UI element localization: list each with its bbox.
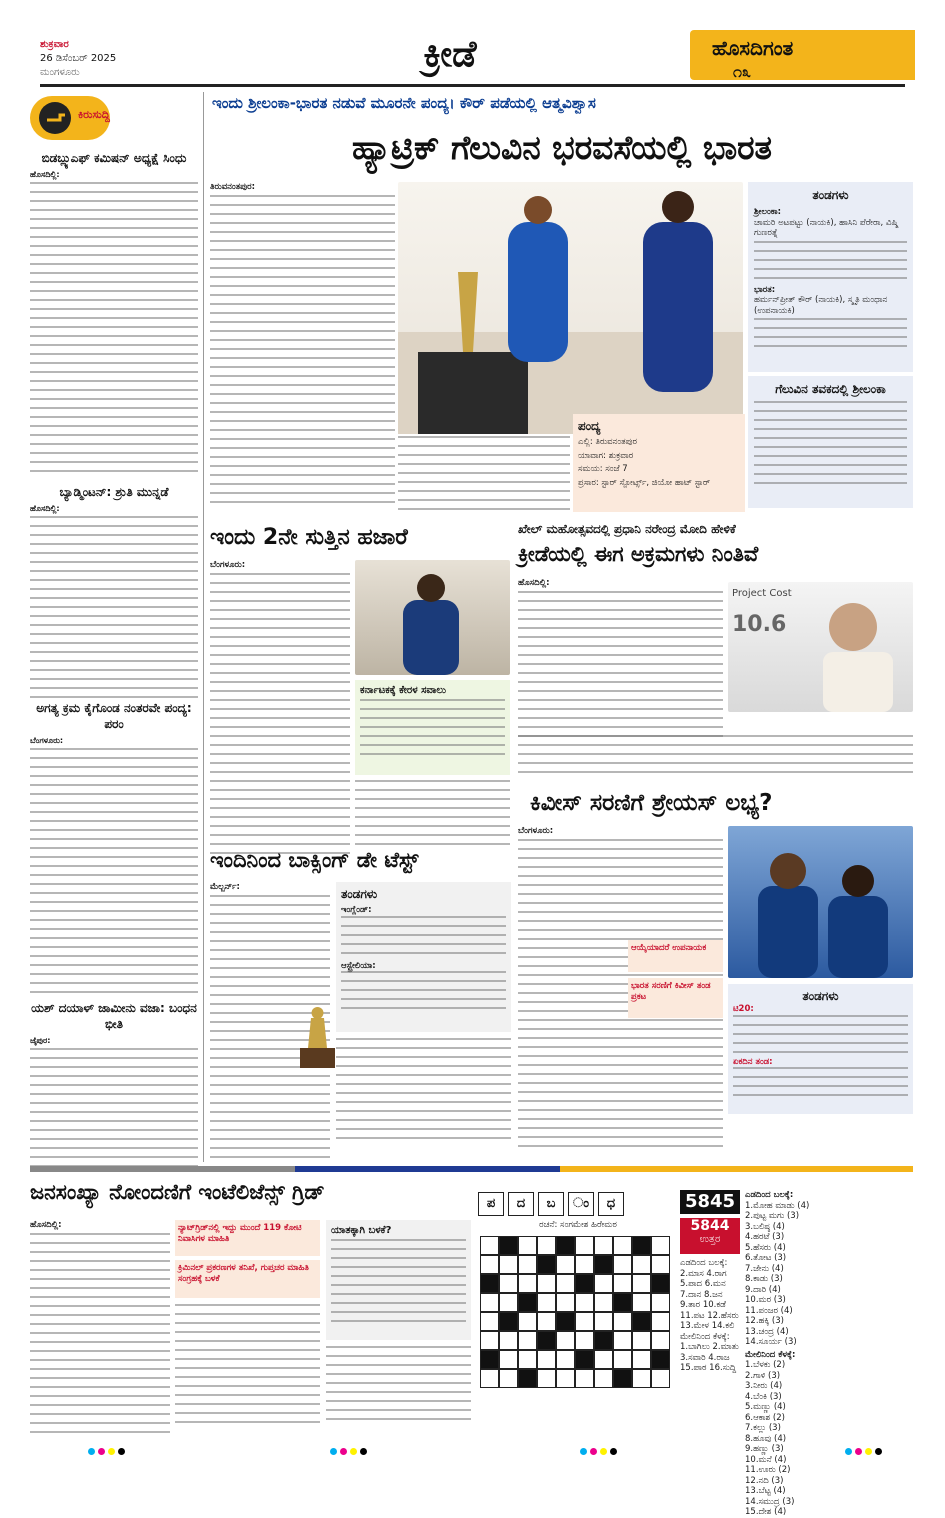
crossword-cell[interactable]	[632, 1293, 651, 1312]
answer-line: 13.ಮೇಳ 14.ಕಲಿ	[680, 1321, 735, 1331]
crossword-block	[556, 1236, 575, 1255]
census-dateline: ಹೊಸದಿಲ್ಲಿ:	[30, 1220, 62, 1230]
crossword-title-bar	[478, 1192, 678, 1216]
down-clue: 13.ಬೆಟ್ಟ (4)	[745, 1486, 786, 1496]
crossword-answer-label: ಉತ್ತರ	[699, 1234, 721, 1245]
crossword-cell[interactable]	[518, 1236, 537, 1255]
across-clue: 4.ಹರಟೆ (3)	[745, 1232, 785, 1242]
across-clue: 6.ತೋಟ (3)	[745, 1253, 787, 1263]
sl-box-title: ಗೆಲುವಿನ ತವಕದಲ್ಲಿ ಶ್ರೀಲಂಕಾ	[775, 382, 886, 396]
section-color-strip	[30, 1166, 913, 1172]
crossword-cell[interactable]	[480, 1331, 499, 1350]
down-clue: 2.ಗಾಳಿ (3)	[745, 1370, 781, 1381]
census-highlight-2-text: ಕ್ರಿಮಿನಲ್ ಪ್ರಕರಣಗಳ ತನಿಖೆ, ಗುಪ್ತಚರ ಮಾಹಿತಿ ಸಂಗ್ರಹಕ್ಕೆ ಬಳಕೆ	[178, 1263, 309, 1284]
pointing-hand-icon	[38, 101, 72, 135]
match-box-title: ಪಂದ್ಯ	[578, 419, 601, 433]
crossword-cell[interactable]	[556, 1331, 575, 1350]
answer-line: 9.ತಾರ 10.ಕಡೆ	[680, 1300, 726, 1310]
crossword-cell[interactable]	[518, 1274, 537, 1293]
down-clue: 8.ಹೂವು (4)	[745, 1433, 787, 1444]
sl-box-body	[754, 401, 907, 493]
ashes-teams-box	[336, 882, 511, 1032]
match-info-2: ಯಾವಾಗ: ಶುಕ್ರವಾರ	[578, 450, 634, 461]
down-clue: 10.ಮನೆ (4)	[745, 1454, 787, 1465]
sidebar-heading: ಅಗತ್ಯ ಕ್ರಮ ಕೈಗೊಂಡ ನಂತರವೇ ಪಂದ್ಯ: ಪರಂ	[36, 701, 192, 731]
down-clue: 6.ಆಕಾಶ (2)	[745, 1412, 785, 1423]
crossword-cell[interactable]	[651, 1255, 670, 1274]
answer-line: 5.ಪಾದ 6.ಮನ	[680, 1279, 726, 1289]
sidebar-body	[30, 1048, 198, 1178]
census-headline: ಜನಸಂಖ್ಯಾ ನೋಂದಣಿಗೆ ಇಂಟೆಲಿಜೆನ್ಸ್ ಗ್ರಿಡ್	[30, 1180, 325, 1204]
crossword-cell[interactable]	[518, 1312, 537, 1331]
across-clue: 1.ಮೋಹ ಮಾಡು (4)	[745, 1200, 810, 1211]
match-info-3: ಸಮಯ: ಸಂಜೆ 7	[578, 464, 628, 474]
crossword-cell[interactable]	[594, 1350, 613, 1369]
crossword-cell[interactable]	[537, 1293, 556, 1312]
crossword-compiler: ರಚನೆ: ಸಂಗಮೇಶ ಹಿರೇಮಠ	[539, 1220, 617, 1230]
down-clue: 3.ನೀರು (4)	[745, 1381, 783, 1391]
down-clue: 15.ದೇಶ (4)	[745, 1507, 787, 1517]
lead-body	[210, 195, 395, 515]
down-clues	[745, 1360, 913, 1518]
lead-photo	[398, 182, 743, 434]
crossword-cell[interactable]	[537, 1312, 556, 1331]
modi-kicker: ಖೇಲ್ ಮಹೋತ್ಸವದಲ್ಲಿ ಪ್ರಧಾನಿ ನರೇಂದ್ರ ಮೋದಿ ಹೇಳಿಕೆ	[518, 522, 736, 536]
crossword-cell[interactable]	[537, 1274, 556, 1293]
crossword-cell[interactable]	[613, 1312, 632, 1331]
crossword-cell[interactable]	[537, 1350, 556, 1369]
teams-body-sl	[754, 241, 907, 283]
census-highlight-1-text: ನ್ಯಾಟ್‌ಗ್ರಿಡ್‌ನಲ್ಲಿ ಇದ್ದು ಮುಂದೆ 119 ಕೋಟಿ ನಿವಾಸಿಗಳ ಮಾಹಿತಿ	[178, 1223, 302, 1244]
crossword-cell[interactable]	[575, 1312, 594, 1331]
census-usage-box	[326, 1220, 471, 1340]
crossword-block	[613, 1293, 632, 1312]
crossword-cell[interactable]	[613, 1350, 632, 1369]
crossword-cell[interactable]	[651, 1369, 670, 1388]
answer-line: 11.ಪಟ 12.ಹೆಸರು	[680, 1310, 739, 1321]
crossword-block	[556, 1312, 575, 1331]
crossword-block	[499, 1312, 518, 1331]
crossword-letter: ದ	[508, 1192, 534, 1216]
crossword-cell[interactable]	[480, 1236, 499, 1255]
crossword-cell[interactable]	[632, 1331, 651, 1350]
crossword-cell[interactable]	[651, 1312, 670, 1331]
crossword-block	[499, 1236, 518, 1255]
sidebar-heading: ಬಿಡಬ್ಲ್ಯುಎಫ್ ಕಮಿಷನ್ ಅಧ್ಯಕ್ಷೆ ಸಿಂಧು	[41, 151, 187, 165]
crossword-block	[613, 1369, 632, 1388]
crossword-cell[interactable]	[499, 1350, 518, 1369]
vijay-photo	[355, 560, 510, 675]
teams-box	[748, 182, 913, 372]
ashes-teams-title: ತಂಡಗಳು	[341, 887, 378, 901]
sidebar-body	[30, 748, 198, 1008]
census-highlight-1	[175, 1220, 320, 1256]
header-rule	[40, 84, 905, 87]
print-registration-dots-left	[88, 1440, 128, 1459]
teams-body-ind	[754, 318, 907, 348]
crossword-block	[594, 1331, 613, 1350]
print-registration-dots-right	[845, 1440, 885, 1459]
shreyas-headline: ಕಿವೀಸ್ ಸರಣಿಗೆ ಶ್ರೇಯಸ್ ಲಭ್ಯ?	[530, 790, 773, 816]
crossword-cell[interactable]	[499, 1255, 518, 1274]
down-clue: 11.ಊರು (2)	[745, 1465, 791, 1475]
down-title: ಮೇಲಿನಿಂದ ಕೆಳಕ್ಕೆ:	[745, 1349, 796, 1360]
paper-name: ಹೊಸದಿಗಂತ	[712, 36, 794, 60]
boxing-dateline: ಮೆಲ್ಬರ್ನ್:	[210, 882, 240, 892]
across-clue: 3.ಬಲಿಷ್ಠ (4)	[745, 1221, 785, 1232]
lead-headline: ಹ್ಯಾಟ್ರಿಕ್ ಗೆಲುವಿನ ಭರವಸೆಯಲ್ಲಿ ಭಾರತ	[351, 128, 773, 167]
lead-dateline: ತಿರುವನಂತಪುರ:	[210, 182, 255, 192]
page-number: ೧೩	[733, 62, 751, 81]
down-clue: 5.ಮಣ್ಣು (4)	[745, 1402, 786, 1412]
print-registration-dots-mid	[580, 1440, 620, 1459]
crossword-answers	[680, 1258, 740, 1374]
answer-line: 15.ಪಾಠ 16.ಸುದ್ದಿ	[680, 1363, 737, 1373]
crossword-cell[interactable]	[480, 1255, 499, 1274]
sidebar-body	[30, 516, 198, 706]
crossword-cell[interactable]	[613, 1274, 632, 1293]
section-title: ಕ್ರೀಡೆ	[423, 34, 477, 75]
across-clue: 11.ಪಂಜರ (4)	[745, 1305, 793, 1316]
modi-body	[518, 578, 723, 741]
crossword-cell[interactable]	[575, 1236, 594, 1255]
answer-line: 2.ಮಾಸ 4.ರಾಗ	[680, 1268, 727, 1279]
crossword-cell[interactable]	[632, 1350, 651, 1369]
crossword-cell[interactable]	[499, 1274, 518, 1293]
crossword-block	[480, 1274, 499, 1293]
header-date: 26 ಡಿಸೆಂಬರ್ 2025	[40, 53, 117, 64]
crossword-clues	[745, 1190, 913, 1518]
crossword-cell[interactable]	[499, 1331, 518, 1350]
teams-label-sl: ಶ್ರೀಲಂಕಾ:	[754, 207, 781, 217]
sidebar-divider	[203, 92, 204, 1162]
crossword-block	[480, 1350, 499, 1369]
modi-headline: ಕ್ರೀಡೆಯಲ್ಲಿ ಈಗ ಅಕ್ರಮಗಳು ನಿಂತಿವೆ	[518, 542, 759, 566]
crossword-block	[575, 1274, 594, 1293]
teams-label-ind: ಭಾರತ:	[754, 284, 776, 295]
crossword-cell[interactable]	[651, 1331, 670, 1350]
kiru-label: ಕಿರುಸುದ್ದಿ	[78, 108, 110, 121]
across-title: ಎಡದಿಂದ ಬಲಕ್ಕೆ:	[745, 1190, 794, 1200]
vijay-text-2	[355, 780, 510, 850]
crossword-block	[518, 1293, 537, 1312]
match-info-4: ಪ್ರಸಾರ: ಸ್ಟಾರ್ ಸ್ಪೋರ್ಟ್ಸ್, ಜಿಯೋ ಹಾಟ್ ಸ್ಟಾರ್	[578, 477, 711, 488]
crossword-cell[interactable]	[556, 1293, 575, 1312]
kiwi-teams-box	[728, 984, 913, 1114]
answer-line: 7.ದಾನ 8.ಜನ	[680, 1289, 723, 1300]
crossword-cell[interactable]	[556, 1274, 575, 1293]
crossword-cell[interactable]	[594, 1236, 613, 1255]
across-clue: 9.ದಾರಿ (4)	[745, 1284, 781, 1295]
down-clue: 12.ನದಿ (3)	[745, 1475, 784, 1486]
ashes-eng-body	[341, 916, 506, 958]
across-clue: 12.ಹಕ್ಕಿ (3)	[745, 1316, 784, 1326]
modi-text	[518, 591, 723, 741]
header-city: ಮಂಗಳೂರು	[40, 67, 80, 78]
across-clue: 8.ಕಾಡು (3)	[745, 1274, 783, 1284]
crossword-cell[interactable]	[537, 1236, 556, 1255]
modi-photo	[728, 582, 913, 712]
crossword-cell[interactable]	[537, 1369, 556, 1388]
kerala-box-body	[360, 699, 505, 763]
down-clue: 14.ಸಮುದ್ರ (3)	[745, 1496, 795, 1507]
crossword-cell[interactable]	[575, 1369, 594, 1388]
crossword-answer-box	[680, 1218, 740, 1254]
kiwi-odi-label: ಏಕದಿನ ತಂಡ:	[733, 1056, 773, 1067]
census-highlight-2	[175, 1260, 320, 1298]
sidebar-story-2	[30, 484, 198, 706]
crossword-cell[interactable]	[556, 1255, 575, 1274]
crossword-cell[interactable]	[632, 1369, 651, 1388]
crossword-cell[interactable]	[518, 1331, 537, 1350]
modi-dateline: ಹೊಸದಿಲ್ಲಿ:	[518, 578, 550, 588]
census-text-2	[175, 1304, 320, 1429]
crossword-cell[interactable]	[651, 1236, 670, 1255]
down-clue: 9.ಹಣ್ಣು (3)	[745, 1444, 784, 1454]
sidebar-heading: ಯಶ್ ದಯಾಳ್ ಜಾಮೀನು ವಜಾ: ಬಂಧನ ಭೀತಿ	[31, 1001, 197, 1031]
crossword-letter: ಧ	[598, 1192, 624, 1216]
vijay-text	[210, 573, 350, 863]
census-usage-title: ಯಾತಕ್ಕಾಗಿ ಬಳಕೆ?	[331, 1225, 392, 1236]
crossword-letter: ಬ	[538, 1192, 564, 1216]
crossword-block	[537, 1255, 556, 1274]
crossword-cell[interactable]	[594, 1369, 613, 1388]
sidebar-dateline: ಹೊಸದಿಲ್ಲಿ:	[30, 170, 60, 179]
answer-line: 1.ಬಾಗಿಲು 2.ಮಾತು	[680, 1342, 739, 1352]
shreyas-dateline: ಬೆಂಗಳೂರು:	[518, 826, 554, 836]
crossword-number: 5845	[684, 1191, 736, 1212]
kerala-box-title: ಕರ್ನಾಟಕಕ್ಕೆ ಕೇರಳ ಸವಾಲು	[360, 685, 447, 696]
crossword-letter: ಪ	[478, 1192, 504, 1216]
crossword-cell[interactable]	[613, 1236, 632, 1255]
lead-body-col	[210, 182, 395, 515]
crossword-cell[interactable]	[632, 1255, 651, 1274]
crossword-cell[interactable]	[575, 1293, 594, 1312]
shreyas-callout-1	[628, 940, 723, 972]
crossword-cell[interactable]	[613, 1331, 632, 1350]
header-date-block	[40, 38, 160, 80]
print-registration-dots-center	[330, 1440, 370, 1459]
crossword-cell[interactable]	[556, 1350, 575, 1369]
sidebar-dateline: ಜೈಪುರ:	[30, 1036, 51, 1045]
boxing-headline: ಇಂದಿನಿಂದ ಬಾಕ್ಸಿಂಗ್ ಡೇ ಟೆಸ್ಟ್	[210, 848, 419, 872]
across-clue: 13.ಚಂದ್ರ (4)	[745, 1326, 789, 1337]
crossword-cell[interactable]	[651, 1293, 670, 1312]
match-box	[573, 414, 745, 512]
shreyas-callout-2	[628, 978, 723, 1018]
lead-body-col-2	[398, 436, 570, 514]
modi-text-2	[518, 735, 913, 775]
crossword-cell[interactable]	[594, 1312, 613, 1331]
down-clue: 1.ಬೆಳಕು (2)	[745, 1360, 786, 1370]
crossword-prev-number: 5844	[690, 1218, 730, 1234]
vijay-headline: ಇಂದು 2ನೇ ಸುತ್ತಿನ ಹಜಾರೆ	[210, 525, 408, 550]
crossword-block	[632, 1236, 651, 1255]
census-usage-body	[331, 1239, 466, 1325]
down-clue: 7.ಕಲ್ಲು (3)	[745, 1423, 781, 1433]
teams-title: ತಂಡಗಳು	[812, 188, 849, 202]
ashes-aus-body	[341, 971, 506, 1013]
teams-text-ind: ಹರ್ಮನ್‌ಪ್ರೀತ್ ಕೌರ್ (ನಾಯಕಿ), ಸ್ಮೃತಿ ಮಂಧಾನ (ಉಪನಾಯಕಿ)	[754, 295, 888, 316]
modi-photo-num: 10.6	[732, 612, 787, 637]
vijay-dateline: ಬೆಂಗಳೂರು:	[210, 560, 246, 570]
crossword-cell[interactable]	[499, 1293, 518, 1312]
across-clue: 14.ಸೂರ್ಯ (3)	[745, 1337, 797, 1347]
crossword-block	[575, 1350, 594, 1369]
census-text-3	[326, 1346, 471, 1429]
match-info-1: ಎಲ್ಲಿ: ತಿರುವನಂತಪುರ	[578, 437, 638, 447]
callout-2-text: ಭಾರತ ಸರಣಿಗೆ ಕಿವೀಸ್ ತಂಡ ಪ್ರಕಟ	[631, 981, 711, 1002]
shreyas-photo	[728, 826, 913, 978]
crossword-cell[interactable]	[480, 1369, 499, 1388]
crossword-cell[interactable]	[518, 1255, 537, 1274]
sidebar-story-1	[30, 150, 198, 482]
callout-1-text: ಆಯ್ಕೆಯಾದರೆ ಉಪನಾಯಕ	[631, 943, 707, 953]
sidebar-heading: ಬ್ಯಾಡ್ಮಿಂಟನ್: ಶ್ರುತಿ ಮುನ್ನಡೆ	[59, 485, 169, 499]
kiwi-t20-label: ಟಿ20:	[733, 1004, 754, 1014]
down-clue: 4.ಬೆಂಕಿ (3)	[745, 1391, 782, 1402]
crossword-number-box	[680, 1190, 740, 1214]
crossword-block	[537, 1331, 556, 1350]
sidebar-dateline: ಬೆಂಗಳೂರು:	[30, 736, 64, 745]
ashes-aus-label: ಆಸ್ಟ್ರೇಲಿಯಾ:	[341, 960, 376, 971]
teams-text-sl: ಚಾಮರಿ ಅಟಪಟ್ಟು (ನಾಯಕಿ), ಹಾಸಿನಿ ಪೆರೇರಾ, ವಿಷ್ಮಿ ಗುಣರತ್ನೆ	[754, 217, 899, 238]
kerala-box	[355, 680, 510, 775]
crossword-cell[interactable]	[575, 1255, 594, 1274]
answer-line: ಎಡದಿಂದ ಬಲಕ್ಕೆ:	[680, 1258, 728, 1268]
sl-box	[748, 376, 913, 508]
crossword-cell[interactable]	[499, 1369, 518, 1388]
sidebar-story-3	[30, 700, 198, 1008]
crossword-block	[651, 1350, 670, 1369]
crossword-cell[interactable]	[518, 1350, 537, 1369]
crossword-block	[632, 1312, 651, 1331]
ashes-eng-label: ಇಂಗ್ಲೆಂಡ್:	[341, 905, 372, 915]
across-clue: 2.ಪುಟ್ಟ ಮಗು (3)	[745, 1211, 800, 1221]
across-clue: 5.ಹೆಸರು (4)	[745, 1242, 786, 1253]
lead-kicker: ಇಂದು ಶ್ರೀಲಂಕಾ-ಭಾರತ ನಡುವೆ ಮೂರನೇ ಪಂದ್ಯ। ಕೌರ್ ಪಡೆಯಲ್ಲಿ ಆತ್ಮವಿಶ್ವಾಸ	[212, 94, 596, 112]
across-clue: 7.ಜೇನು (4)	[745, 1263, 784, 1274]
ashes-urn-photo	[300, 998, 335, 1068]
crossword-cell[interactable]	[613, 1255, 632, 1274]
sidebar-story-4	[30, 1000, 198, 1178]
crossword-letter: ಂ	[568, 1192, 594, 1216]
crossword-cell[interactable]	[594, 1293, 613, 1312]
crossword-cell[interactable]	[480, 1293, 499, 1312]
sidebar-body	[30, 182, 198, 482]
header-day: ಶುಕ್ರವಾರ	[40, 39, 69, 50]
vijay-body	[210, 560, 350, 863]
crossword-cell[interactable]	[575, 1331, 594, 1350]
answer-line: ಮೇಲಿನಿಂದ ಕೆಳಕ್ಕೆ:	[680, 1331, 730, 1342]
boxing-text-2	[336, 1038, 511, 1148]
across-clue: 10.ಮರ (3)	[745, 1295, 786, 1305]
crossword-cell[interactable]	[556, 1369, 575, 1388]
sidebar-dateline: ಹೊಸದಿಲ್ಲಿ:	[30, 504, 60, 513]
kiwi-teams-title: ತಂಡಗಳು	[802, 989, 839, 1003]
crossword-grid[interactable]	[480, 1236, 676, 1432]
census-text	[30, 1233, 170, 1438]
across-clues	[745, 1201, 913, 1348]
crossword-block	[651, 1274, 670, 1293]
census-body	[30, 1220, 170, 1438]
modi-photo-text: Project Cost	[732, 588, 792, 599]
crossword-cell[interactable]	[594, 1274, 613, 1293]
crossword-cell[interactable]	[480, 1312, 499, 1331]
crossword-block	[518, 1369, 537, 1388]
crossword-block	[594, 1255, 613, 1274]
crossword-cell[interactable]	[632, 1274, 651, 1293]
answer-line: 3.ಸವಾರಿ 4.ರಾಜ	[680, 1352, 730, 1363]
lead-body-2	[398, 436, 570, 514]
kiwi-t20-body	[733, 1015, 908, 1057]
kiwi-odi-body	[733, 1067, 908, 1099]
